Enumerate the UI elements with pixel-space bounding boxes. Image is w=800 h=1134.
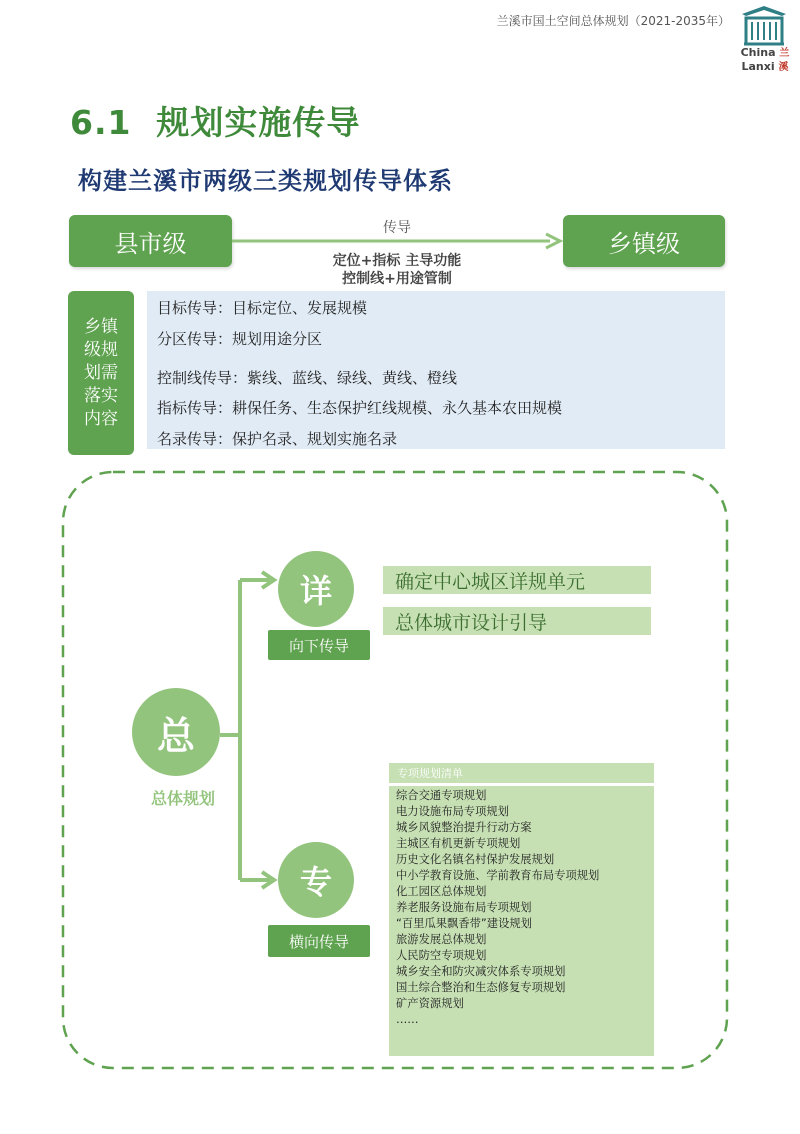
label-line: 级规 — [84, 339, 118, 360]
detail-item-urban-design: 总体城市设计引导 — [383, 607, 651, 635]
list-item: 中小学教育设施、学前教育布局专项规划 — [396, 869, 600, 882]
list-item: 历史文化名镇名村保护发展规划 — [396, 853, 555, 866]
special-plan-list-title: 专项规划清单 — [389, 763, 654, 783]
arrow-bottom-label-2: 控制线+用途管制 — [342, 271, 452, 287]
label-line: 乡镇 — [84, 316, 118, 337]
special-plan-list — [389, 786, 654, 1056]
label-line: 内容 — [84, 408, 118, 429]
list-item: 人民防空专项规划 — [396, 949, 487, 962]
content-item-goal: 目标传导：目标定位、发展规模 — [157, 299, 368, 317]
logo-line2-cn: 溪 — [778, 62, 789, 73]
list-item: 城乡安全和防灾减灾体系专项规划 — [396, 965, 566, 978]
arrow-bottom-label-1: 定位+指标 主导功能 — [332, 253, 462, 269]
list-item: 主城区有机更新专项规划 — [396, 837, 521, 850]
list-item: 电力设施布局专项规划 — [396, 805, 509, 818]
list-item: 养老服务设施布局专项规划 — [396, 901, 532, 914]
detail-item-central-units: 确定中心城区详规单元 — [383, 566, 651, 594]
downward-transmission-tag: 向下传导 — [268, 630, 370, 660]
list-item: …… — [396, 1013, 419, 1026]
content-item-indicators: 指标传导：耕保任务、生态保护红线规模、永久基本农田规模 — [157, 399, 563, 417]
logo-line1-cn: 兰 — [779, 48, 790, 59]
master-plan-circle: 总 — [132, 688, 220, 776]
list-item: 矿产资源规划 — [396, 997, 464, 1010]
document-title: 兰溪市国土空间总体规划（2021-2035年） — [496, 14, 730, 28]
list-item: “百里瓜果飘香带”建设规划 — [396, 917, 532, 930]
county-level-box: 县市级 — [69, 215, 232, 267]
list-item: 城乡风貌整治提升行动方案 — [396, 821, 532, 834]
content-item-lists: 名录传导：保护名录、规划实施名录 — [157, 430, 398, 448]
label-line: 落实 — [84, 385, 118, 406]
content-item-zoning: 分区传导：规划用途分区 — [157, 330, 323, 348]
horizontal-transmission-tag: 横向传导 — [268, 925, 370, 957]
list-item: 化工园区总体规划 — [396, 885, 487, 898]
content-item-control-lines: 控制线传导：紫线、蓝线、绿线、黄线、橙线 — [157, 369, 458, 387]
section-subtitle: 构建兰溪市两级三类规划传导体系 — [78, 167, 453, 195]
list-item: 国土综合整治和生态修复专项规划 — [396, 981, 566, 994]
master-plan-label: 总体规划 — [150, 789, 215, 808]
logo-line2: Lanxi — [741, 60, 775, 73]
section-title: 6.1 规划实施传导 — [70, 103, 361, 142]
arrow-top-label: 传导 — [383, 220, 411, 236]
list-item: 旅游发展总体规划 — [396, 933, 487, 946]
logo-line1: China — [740, 46, 776, 59]
label-line: 划需 — [84, 362, 118, 383]
list-item: 综合交通专项规划 — [396, 789, 487, 802]
special-plan-circle: 专 — [278, 842, 354, 918]
township-level-box: 乡镇级 — [563, 215, 725, 267]
detail-plan-circle: 详 — [278, 551, 354, 627]
